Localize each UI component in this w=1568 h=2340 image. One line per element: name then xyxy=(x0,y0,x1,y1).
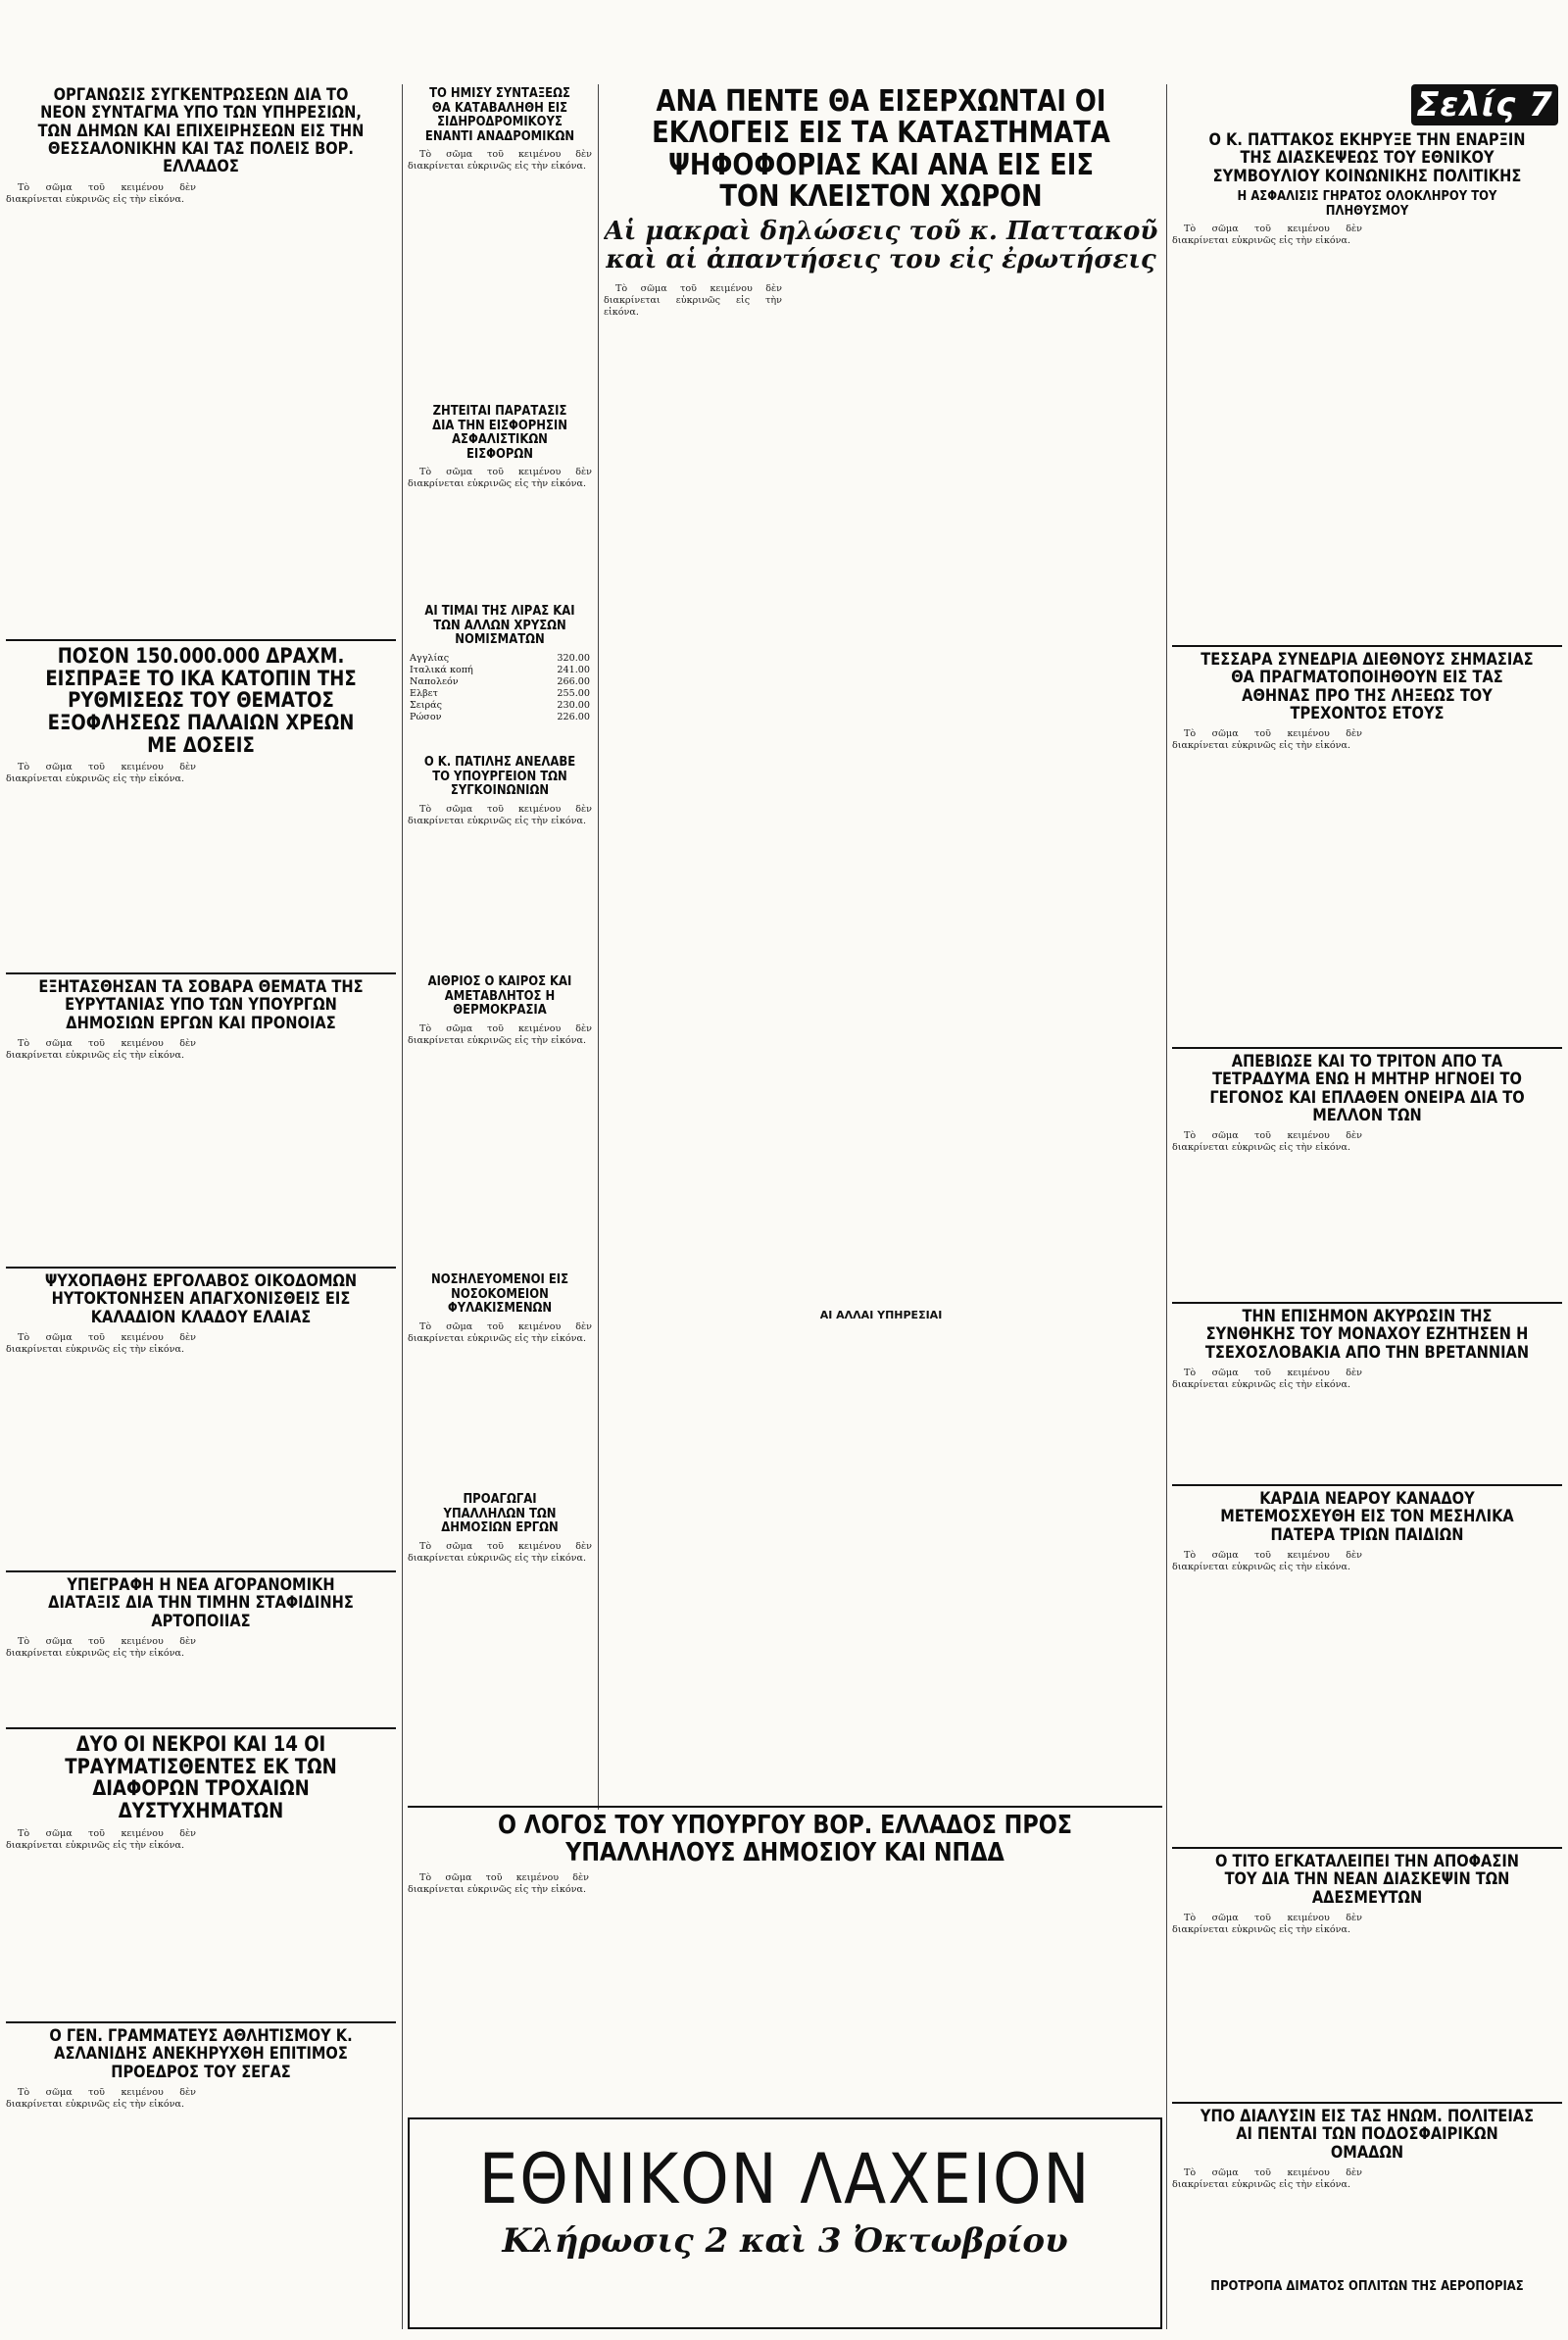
table-row xyxy=(408,700,592,712)
gold-price-table xyxy=(408,653,592,723)
article-body: Τὸ σῶμα τοῦ κειμένου δὲν διακρίνεται εὐκρινῶς εἰς τὴν εἰκόνα. xyxy=(1172,1130,1362,1154)
divider xyxy=(6,1727,396,1729)
divider xyxy=(6,1267,396,1269)
coin-name: Ελβετ xyxy=(410,687,438,699)
article-patilis xyxy=(408,755,592,971)
subheadline: Η ΑΣΦΑΛΙΣΙΣ ΓΗΡΑΤΟΣ ΟΛΟΚΛΗΡΟΥ ΤΟΥ ΠΛΗΘΥΣΜΟΥ xyxy=(1237,188,1497,219)
main-headline: ΑΝΑ ΠΕΝΤΕ ΘΑ ΕΙΣΕΡΧΩΝΤΑΙ ΟΙ ΕΚΛΟΓΕΙΣ ΕΙΣ ΤΑ ΚΑΤΑΣΤΗΜΑΤΑ ΨΗΦΟΦΟΡΙΑΣ ΚΑΙ ΑΝΑ ΕΙΣ ΕΙΣ ΤΟΝ ΚΛΕΙΣΤΟΝ ΧΩΡΟΝ xyxy=(652,86,1110,215)
table-row xyxy=(408,676,592,688)
article-triplets xyxy=(1172,1053,1562,1298)
coin-price: 320.00 xyxy=(557,652,590,664)
subheadline: ΠΡΟΤΡΟΠΑ ΔΙΜΑΤΟΣ ΟΠΛΙΤΩΝ ΤΗΣ ΑΕΡΟΠΟΡΙΑΣ xyxy=(1210,2278,1524,2295)
article-tito xyxy=(1172,1853,1562,2098)
divider xyxy=(6,1570,396,1572)
article-body: Τὸ σῶμα τοῦ κειμένου δὲν διακρίνεται εὐκρινῶς εἰς τὴν εἰκόνα. xyxy=(604,283,782,319)
article-body: Τὸ σῶμα τοῦ κειμένου δὲν διακρίνεται εὐκρινῶς εἰς τὴν εἰκόνα. xyxy=(408,1320,592,1344)
coin-name: Ναπολεόν xyxy=(410,675,459,687)
divider xyxy=(408,1806,1162,1808)
article-canada xyxy=(1172,1490,1562,1843)
headline: ΟΡΓΑΝΩΣΙΣ ΣΥΓΚΕΝΤΡΩΣΕΩΝ ΔΙΑ ΤΟ ΝΕΟΝ ΣΥΝΤΑΓΜΑ ΥΠΟ ΤΩΝ ΥΠΗΡΕΣΙΩΝ, ΤΩΝ ΔΗΜΩΝ ΚΑΙ ΕΠΙΧΕΙΡΗΣΕΩΝ ΕΙΣ ΤΗΝ ΘΕΣΣΑΛΟΝΙΚΗΝ ΚΑΙ ΤΑΣ ΠΟΛΕΙΣ ΒΟΡ. ΕΛΛΑΔΟΣ xyxy=(37,86,365,177)
article-accidents xyxy=(6,1733,396,2017)
article-munich xyxy=(1172,1308,1562,1480)
article-body: Τὸ σῶμα τοῦ κειμένου δὲν διακρίνεται εὐκρινῶς εἰς τὴν εἰκόνα. xyxy=(408,1872,589,1896)
section-other-services xyxy=(604,1306,1158,1335)
page-number-tag: Σελίς 7 xyxy=(1411,84,1558,125)
divider xyxy=(1172,1847,1562,1849)
article-body: Τὸ σῶμα τοῦ κειμένου δὲν διακρίνεται εὐκρινῶς εἰς τὴν εἰκόνα. xyxy=(6,181,196,205)
divider xyxy=(6,639,396,641)
article-pattakos xyxy=(1172,131,1562,641)
article-football xyxy=(1172,2108,1562,2329)
article-body: Τὸ σῶμα τοῦ κειμένου δὲν διακρίνεται εὐκρινῶς εἰς τὴν εἰκόνα. xyxy=(1172,1550,1362,1573)
main-story xyxy=(604,86,1158,1302)
divider xyxy=(1172,645,1562,647)
article-body: Τὸ σῶμα τοῦ κειμένου δὲν διακρίνεται εὐκρινῶς εἰς τὴν εἰκόνα. xyxy=(1172,224,1362,247)
table-row xyxy=(408,712,592,723)
headline: ΥΠΟ ΔΙΑΛΥΣΙΝ ΕΙΣ ΤΑΣ ΗΝΩΜ. ΠΟΛΙΤΕΙΑΣ ΑΙ ΠΕΝΤΑΙ ΤΩΝ ΠΟΔΟΣΦΑΙΡΙΚΩΝ ΟΜΑΔΩΝ xyxy=(1200,2108,1535,2163)
coin-name: Ιταλικά κοπή xyxy=(410,664,473,675)
article-body: Τὸ σῶμα τοῦ κειμένου δὲν διακρίνεται εὐκρινῶς εἰς τὴν εἰκόνα. xyxy=(408,803,592,826)
headline: ΑΠΕΒΙΩΣΕ ΚΑΙ ΤΟ ΤΡΙΤΟΝ ΑΠΟ ΤΑ ΤΕΤΡΑΔΥΜΑ ΕΝΩ Η ΜΗΤΗΡ ΗΓΝΟΕΙ ΤΟ ΓΕΓΟΝΟΣ ΚΑΙ ΕΠΛΑΘΕΝ ΟΝΕΙΡΑ ΔΙΑ ΤΟ ΜΕΛΛΟΝ ΤΩΝ xyxy=(1209,1053,1525,1126)
coin-name: Αγγλίας xyxy=(410,652,450,664)
article-body: Τὸ σῶμα τοῦ κειμένου δὲν διακρίνεται εὐκρινῶς εἰς τὴν εἰκόνα. xyxy=(408,1540,592,1564)
article-body: Τὸ σῶμα τοῦ κειμένου δὲν διακρίνεται εὐκρινῶς εἰς τὴν εἰκόνα. xyxy=(1172,728,1362,752)
article-body: Τὸ σῶμα τοῦ κειμένου δὲν διακρίνεται εὐκρινῶς εἰς τὴν εἰκόνα. xyxy=(6,1827,196,1851)
article-evrytania xyxy=(6,978,396,1263)
headline: ΤΕΣΣΑΡΑ ΣΥΝΕΔΡΙΑ ΔΙΕΘΝΟΥΣ ΣΗΜΑΣΙΑΣ ΘΑ ΠΡΑΓΜΑΤΟΠΟΙΗΘΟΥΝ ΕΙΣ ΤΑΣ ΑΘΗΝΑΣ ΠΡΟ ΤΗΣ ΛΗΞΕΩΣ ΤΟΥ ΤΡΕΧΟΝΤΟΣ ΕΤΟΥΣ xyxy=(1200,651,1534,724)
article-body: Τὸ σῶμα τοῦ κειμένου δὲν διακρίνεται εὐκρινῶς εἰς τὴν εἰκόνα. xyxy=(1172,2167,1362,2191)
coin-price: 266.00 xyxy=(557,675,590,687)
article-body: Τὸ σῶμα τοῦ κειμένου δὲν διακρίνεται εὐκρινῶς εἰς τὴν εἰκόνα. xyxy=(6,1038,196,1062)
article-segas xyxy=(6,2027,396,2333)
article-body: Τὸ σῶμα τοῦ κειμένου δὲν διακρίνεται εὐκρινῶς εἰς τὴν εἰκόνα. xyxy=(6,2087,196,2111)
article-body: Τὸ σῶμα τοῦ κειμένου δὲν διακρίνεται εὐκρινῶς εἰς τὴν εἰκόνα. xyxy=(408,1022,592,1046)
headline: ΥΠΕΓΡΑΦΗ Η ΝΕΑ ΑΓΟΡΑΝΟΜΙΚΗ ΔΙΑΤΑΞΙΣ ΔΙΑ ΤΗΝ ΤΙΜΗΝ ΣΤΑΦΙΔΙΝΗΣ ΑΡΤΟΠΟΙΙΑΣ xyxy=(48,1576,354,1631)
column-rule xyxy=(598,84,599,1810)
headline: ΝΟΣΗΛΕΥΟΜΕΝΟΙ ΕΙΣ ΝΟΣΟΚΟΜΕΙΟΝ ΦΥΛΑΚΙΣΜΕΝΩΝ xyxy=(430,1272,569,1317)
article-body: Τὸ σῶμα τοῦ κειμένου δὲν διακρίνεται εὐκρινῶς εἰς τὴν εἰκόνα. xyxy=(1172,1913,1362,1936)
article-col1-top xyxy=(6,86,396,635)
article-body: Τὸ σῶμα τοῦ κειμένου δὲν διακρίνεται εὐκρινῶς εἰς τὴν εἰκόνα. xyxy=(6,1332,196,1356)
divider xyxy=(1172,1047,1562,1049)
headline: ΤΗΝ ΕΠΙΣΗΜΟΝ ΑΚΥΡΩΣΙΝ ΤΗΣ ΣΥΝΘΗΚΗΣ ΤΟΥ ΜΟΝΑΧΟΥ ΕΖΗΤΗΣΕΝ Η ΤΣΕΧΟΣΛΟΒΑΚΙΑ ΑΠΟ ΤΗΝ ΒΡΕΤΑΝΝΙΑΝ xyxy=(1204,1308,1530,1363)
column-rule xyxy=(402,84,403,2329)
headline: Ο Κ. ΠΑΤΤΑΚΟΣ ΕΚΗΡΥΞΕ ΤΗΝ ΕΝΑΡΞΙΝ ΤΗΣ ΔΙΑΣΚΕΨΕΩΣ ΤΟΥ ΕΘΝΙΚΟΥ ΣΥΜΒΟΥΛΙΟΥ ΚΟΙΝΩΝΙΚΗΣ ΠΟΛΙΤΙΚΗΣ xyxy=(1208,131,1526,186)
headline: ΠΡΟΑΓΩΓΑΙ ΥΠΑΛΛΗΛΩΝ ΤΩΝ ΔΗΜΟΣΙΩΝ ΕΡΓΩΝ xyxy=(441,1492,559,1536)
article-ergolavoi xyxy=(6,1272,396,1567)
headline: ΠΟΣΟΝ 150.000.000 ΔΡΑΧΜ. ΕΙΣΠΡΑΞΕ ΤΟ ΙΚΑ ΚΑΤΟΠΙΝ ΤΗΣ ΡΥΘΜΙΣΕΩΣ ΤΟΥ ΘΕΜΑΤΟΣ ΕΞΟΦΛΗΣΕΩΣ ΠΑΛΑΙΩΝ ΧΡΕΩΝ ΜΕ ΔΟΣΕΙΣ xyxy=(45,645,357,757)
divider xyxy=(1172,1484,1562,1486)
headline: Ο Κ. ΠΑΤΙΛΗΣ ΑΝΕΛΑΒΕ ΤΟ ΥΠΟΥΡΓΕΙΟΝ ΤΩΝ ΣΥΓΚΟΙΝΩΝΙΩΝ xyxy=(423,755,576,799)
headline: ΚΑΡΔΙΑ ΝΕΑΡΟΥ ΚΑΝΑΔΟΥ ΜΕΤΕΜΟΣΧΕΥΘΗ ΕΙΣ ΤΟΝ ΜΕΣΗΛΙΚΑ ΠΑΤΕΡΑ ΤΡΙΩΝ ΠΑΙΔΙΩΝ xyxy=(1220,1490,1514,1545)
article-body: Τὸ σῶμα τοῦ κειμένου δὲν διακρίνεται εὐκρινῶς εἰς τὴν εἰκόνα. xyxy=(408,467,592,490)
article-body: Τὸ σῶμα τοῦ κειμένου δὲν διακρίνεται εὐκρινῶς εἰς τὴν εἰκόνα. xyxy=(408,149,592,173)
article-promotions xyxy=(408,1492,592,1727)
headline: ΨΥΧΟΠΑΘΗΣ ΕΡΓΟΛΑΒΟΣ ΟΙΚΟΔΟΜΩΝ ΗΥΤΟΚΤΟΝΗΣΕΝ ΑΠΑΓΧΟΝΙΣΘΕΙΣ ΕΙΣ ΚΑΛΑΔΙΟΝ ΚΛΑΔΟΥ ΕΛΑΙΑΣ xyxy=(44,1272,358,1327)
divider xyxy=(1172,2102,1562,2104)
headline: ΤΟ ΗΜΙΣΥ ΣΥΝΤΑΞΕΩΣ ΘΑ ΚΑΤΑΒΑΛΗΘΗ ΕΙΣ ΣΙΔΗΡΟΔΡΟΜΙΚΟΥΣ ΕΝΑΝΤΙ ΑΝΑΔΡΟΜΙΚΩΝ xyxy=(424,86,575,144)
headline: Ο ΛΟΓΟΣ ΤΟΥ ΥΠΟΥΡΓΟΥ ΒΟΡ. ΕΛΛΑΔΟΣ ΠΡΟΣ ΥΠΑΛΛΗΛΟΥΣ ΔΗΜΟΣΙΟΥ ΚΑΙ ΝΠΔΔ xyxy=(497,1812,1073,1868)
headline: ΑΙΘΡΙΟΣ Ο ΚΑΙΡΟΣ ΚΑΙ ΑΜΕΤΑΒΛΗΤΟΣ Η ΘΕΡΜΟΚΡΑΣΙΑ xyxy=(427,974,572,1019)
table-row xyxy=(408,688,592,700)
article-ika xyxy=(6,645,396,969)
article-synedria xyxy=(1172,651,1562,1043)
section-title: ΑΙ ΑΛΛΑΙ ΥΠΗΡΕΣΙΑΙ xyxy=(819,1309,943,1321)
article-col2-top xyxy=(408,86,592,400)
coin-price: 226.00 xyxy=(557,711,590,722)
article-nurses xyxy=(408,1272,592,1488)
coin-price: 241.00 xyxy=(557,664,590,675)
divider xyxy=(6,2021,396,2023)
article-eisfores xyxy=(408,404,592,600)
headline: ΖΗΤΕΙΤΑΙ ΠΑΡΑΤΑΣΙΣ ΔΙΑ ΤΗΝ ΕΙΣΦΟΡΗΣΙΝ ΑΣΦΑΛΙΣΤΙΚΩΝ ΕΙΣΦΟΡΩΝ xyxy=(432,404,567,462)
coin-price: 255.00 xyxy=(557,687,590,699)
coin-price: 230.00 xyxy=(557,699,590,711)
article-gold xyxy=(408,604,592,751)
article-stafidina xyxy=(6,1576,396,1723)
article-body: Τὸ σῶμα τοῦ κειμένου δὲν διακρίνεται εὐκρινῶς εἰς τὴν εἰκόνα. xyxy=(1172,1368,1362,1391)
lottery-title: ΕΘΝΙΚΟΝ ΛΑΧΕΙΟΝ xyxy=(478,2139,1092,2219)
column-rule xyxy=(1166,84,1167,2329)
lottery-subtitle: Κλήρωσις 2 καὶ 3 Ὀκτωβρίου xyxy=(502,2221,1068,2261)
article-body: Τὸ σῶμα τοῦ κειμένου δὲν διακρίνεται εὐκρινῶς εἰς τὴν εἰκόνα. xyxy=(6,1636,196,1660)
lottery-ad xyxy=(408,2117,1162,2329)
table-row xyxy=(408,653,592,665)
main-subheadline: Αἱ μακραὶ δηλώσεις τοῦ κ. Παττακοῦ καὶ αἱ ἀπαντήσεις του εἰς ἐρωτήσεις xyxy=(604,216,1158,275)
coin-name: Ρώσον xyxy=(410,711,442,722)
divider xyxy=(1172,1302,1562,1304)
article-body: Τὸ σῶμα τοῦ κειμένου δὲν διακρίνεται εὐκρινῶς εἰς τὴν εἰκόνα. xyxy=(6,762,196,785)
coin-name: Σειράς xyxy=(410,699,443,711)
headline: Ο ΤΙΤΟ ΕΓΚΑΤΑΛΕΙΠΕΙ ΤΗΝ ΑΠΟΦΑΣΙΝ ΤΟΥ ΔΙΑ ΤΗΝ ΝΕΑΝ ΔΙΑΣΚΕΨΙΝ ΤΩΝ ΑΔΕΣΜΕΥΤΩΝ xyxy=(1214,1853,1520,1908)
article-weather xyxy=(408,974,592,1269)
divider xyxy=(6,972,396,974)
headline: ΑΙ ΤΙΜΑΙ ΤΗΣ ΛΙΡΑΣ ΚΑΙ ΤΩΝ ΑΛΛΩΝ ΧΡΥΣΩΝ ΝΟΜΙΣΜΑΤΩΝ xyxy=(424,604,575,648)
headline: Ο ΓΕΝ. ΓΡΑΜΜΑΤΕΥΣ ΑΘΛΗΤΙΣΜΟΥ Κ. ΑΣΛΑΝΙΔΗΣ ΑΝΕΚΗΡΥΧΘΗ ΕΠΙΤΙΜΟΣ ΠΡΟΕΔΡΟΣ ΤΟΥ ΣΕΓΑΣ xyxy=(49,2027,353,2082)
headline: ΕΞΗΤΑΣΘΗΣΑΝ ΤΑ ΣΟΒΑΡΑ ΘΕΜΑΤΑ ΤΗΣ ΕΥΡΥΤΑΝΙΑΣ ΥΠΟ ΤΩΝ ΥΠΟΥΡΓΩΝ ΔΗΜΟΣΙΩΝ ΕΡΓΩΝ ΚΑΙ ΠΡΟΝΟΙΑΣ xyxy=(38,978,364,1033)
table-row xyxy=(408,665,592,676)
headline: ΔΥΟ ΟΙ ΝΕΚΡΟΙ ΚΑΙ 14 ΟΙ ΤΡΑΥΜΑΤΙΣΘΕΝΤΕΣ ΕΚ ΤΩΝ ΔΙΑΦΟΡΩΝ ΤΡΟΧΑΙΩΝ ΔΥΣΤΥΧΗΜΑΤΩΝ xyxy=(65,1733,337,1823)
article-minister-bor xyxy=(408,1812,1162,2106)
